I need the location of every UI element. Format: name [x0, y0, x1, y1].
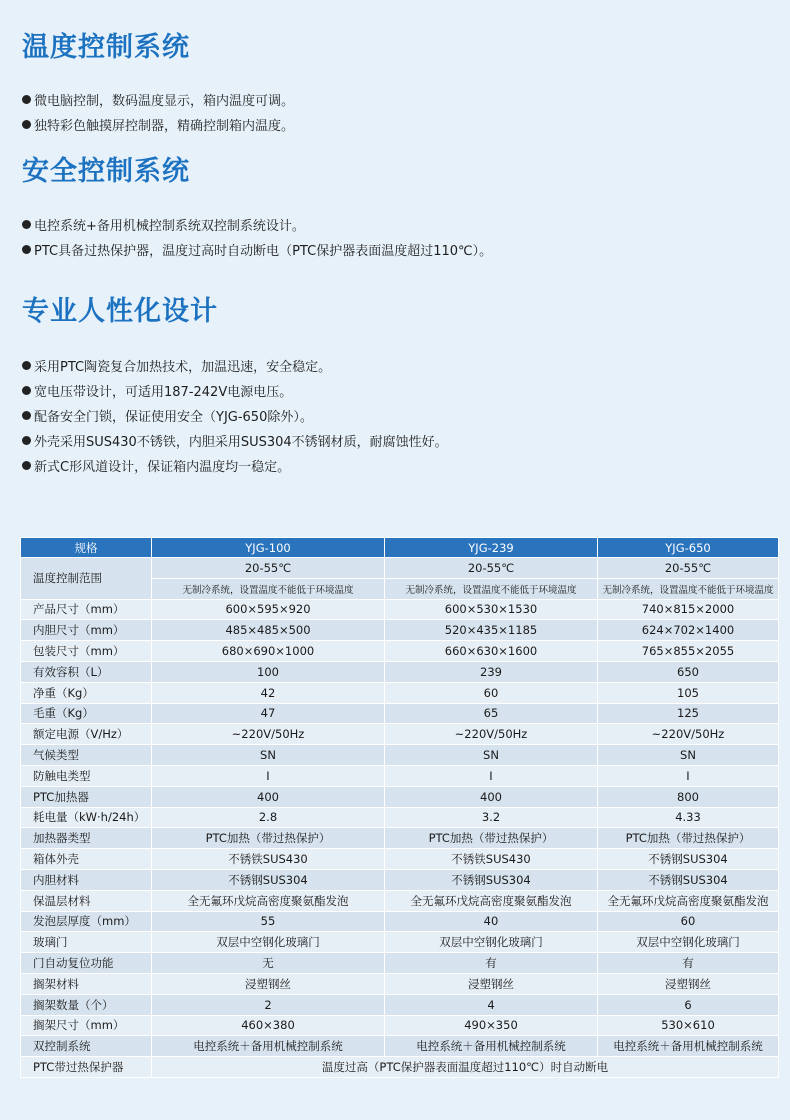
header-model-yjg-650: YJG-650: [598, 538, 779, 558]
cell-value: 105: [598, 682, 779, 703]
row-label: 防触电类型: [21, 765, 152, 786]
bullet-item: PTC具备过热保护器，温度过高时自动断电（PTC保护器表面温度超过110℃）。: [22, 237, 492, 262]
cell-value: 600×530×1530: [385, 599, 598, 620]
cell-value: 有: [598, 953, 779, 974]
row-label: 保温层材料: [21, 890, 152, 911]
bullet-dot-icon: [22, 361, 31, 370]
cell-value: 双层中空钢化玻璃门: [385, 932, 598, 953]
section-title: 温度控制系统: [22, 32, 190, 63]
cell-value: 20-55℃: [152, 558, 385, 579]
table-row: [21, 661, 779, 682]
table-row: [21, 932, 779, 953]
table-row-temp-range: [21, 558, 779, 579]
cell-value: ~220V/50Hz: [152, 724, 385, 745]
table-row: [21, 994, 779, 1015]
cell-value: 2.8: [152, 807, 385, 828]
bullet-item: 独特彩色触摸屏控制器，精确控制箱内温度。: [22, 112, 294, 137]
table-row: [21, 620, 779, 641]
cell-value: 400: [152, 786, 385, 807]
section-temperature-control: [22, 34, 294, 137]
cell-value: 239: [385, 661, 598, 682]
table-row: [21, 807, 779, 828]
table-row: [21, 1015, 779, 1036]
cell-value: 680×690×1000: [152, 641, 385, 662]
row-label: PTC加热器: [21, 786, 152, 807]
cell-value: 42: [152, 682, 385, 703]
cell-value: 485×485×500: [152, 620, 385, 641]
table-row: [21, 745, 779, 766]
bullet-dot-icon: [22, 411, 31, 420]
cell-value: 55: [152, 911, 385, 932]
bullet-dot-icon: [22, 386, 31, 395]
cell-value: 20-55℃: [598, 558, 779, 579]
bullet-list: [22, 353, 448, 478]
cell-value: 600×595×920: [152, 599, 385, 620]
row-label: PTC带过热保护器: [21, 1057, 152, 1078]
cell-value: 全无氟环戊烷高密度聚氨酯发泡: [598, 890, 779, 911]
bullet-item: 电控系统+备用机械控制系统双控制系统设计。: [22, 212, 492, 237]
cell-value: 浸塑钢丝: [598, 973, 779, 994]
bullet-item: 外壳采用SUS430不锈铁，内胆采用SUS304不锈钢材质，耐腐蚀性好。: [22, 428, 448, 453]
cell-value: SN: [385, 745, 598, 766]
cell-value: I: [598, 765, 779, 786]
bullet-list: [22, 212, 492, 262]
row-label: 额定电源（V/Hz）: [21, 724, 152, 745]
bullet-dot-icon: [22, 245, 31, 254]
cell-note: 无制冷系统，设置温度不能低于环境温度: [152, 578, 385, 599]
table-row: [21, 828, 779, 849]
row-label: 净重（Kg）: [21, 682, 152, 703]
row-label: 内胆尺寸（mm）: [21, 620, 152, 641]
bullet-dot-icon: [22, 220, 31, 229]
header-model-yjg-100: YJG-100: [152, 538, 385, 558]
cell-value: SN: [152, 745, 385, 766]
cell-value: 双层中空钢化玻璃门: [598, 932, 779, 953]
row-label: 玻璃门: [21, 932, 152, 953]
cell-value: 60: [598, 911, 779, 932]
cell-value: 不锈铁SUS430: [152, 849, 385, 870]
table-row: [21, 1036, 779, 1057]
row-label: 发泡层厚度（mm）: [21, 911, 152, 932]
cell-value-merged: 温度过高（PTC保护器表面温度超过110℃）时自动断电: [152, 1057, 779, 1078]
bullet-dot-icon: [22, 95, 31, 104]
table-row-ptc-protector: [21, 1057, 779, 1078]
bullet-dot-icon: [22, 461, 31, 470]
cell-note: 无制冷系统，设置温度不能低于环境温度: [598, 578, 779, 599]
cell-value: 不锈钢SUS304: [598, 849, 779, 870]
header-model-yjg-239: YJG-239: [385, 538, 598, 558]
cell-value: 不锈铁SUS430: [385, 849, 598, 870]
cell-value: 2: [152, 994, 385, 1015]
table-row: [21, 890, 779, 911]
bullet-list: [22, 87, 294, 137]
row-label: 加热器类型: [21, 828, 152, 849]
cell-value: 全无氟环戊烷高密度聚氨酯发泡: [152, 890, 385, 911]
row-label: 双控制系统: [21, 1036, 152, 1057]
section-safety-control: [22, 158, 492, 262]
cell-value: I: [385, 765, 598, 786]
row-label: 门自动复位功能: [21, 953, 152, 974]
cell-value: 490×350: [385, 1015, 598, 1036]
row-label: 产品尺寸（mm）: [21, 599, 152, 620]
bullet-item: 微电脑控制，数码温度显示，箱内温度可调。: [22, 87, 294, 112]
cell-value: 40: [385, 911, 598, 932]
table-row: [21, 765, 779, 786]
table-row: [21, 953, 779, 974]
cell-value: PTC加热（带过热保护）: [598, 828, 779, 849]
cell-value: ~220V/50Hz: [385, 724, 598, 745]
cell-value: 660×630×1600: [385, 641, 598, 662]
row-label: 箱体外壳: [21, 849, 152, 870]
cell-value: 460×380: [152, 1015, 385, 1036]
section-title: 安全控制系统: [22, 156, 190, 187]
cell-value: 不锈钢SUS304: [152, 869, 385, 890]
cell-value: 520×435×1185: [385, 620, 598, 641]
cell-value: 不锈钢SUS304: [385, 869, 598, 890]
cell-value: 无: [152, 953, 385, 974]
cell-value: 电控系统＋备用机械控制系统: [385, 1036, 598, 1057]
cell-value: 125: [598, 703, 779, 724]
cell-value: 624×702×1400: [598, 620, 779, 641]
cell-value: 100: [152, 661, 385, 682]
cell-value: 电控系统＋备用机械控制系统: [598, 1036, 779, 1057]
cell-value: 浸塑钢丝: [152, 973, 385, 994]
section-humanized-design: [22, 298, 448, 478]
cell-value: 双层中空钢化玻璃门: [152, 932, 385, 953]
cell-value: 4.33: [598, 807, 779, 828]
cell-value: 800: [598, 786, 779, 807]
cell-value: 65: [385, 703, 598, 724]
cell-value: 浸塑钢丝: [385, 973, 598, 994]
row-label: 搁架数量（个）: [21, 994, 152, 1015]
cell-value: PTC加热（带过热保护）: [385, 828, 598, 849]
cell-value: SN: [598, 745, 779, 766]
cell-value: 765×855×2055: [598, 641, 779, 662]
table-row: [21, 724, 779, 745]
cell-value: PTC加热（带过热保护）: [152, 828, 385, 849]
cell-value: 20-55℃: [385, 558, 598, 579]
cell-value: 不锈钢SUS304: [598, 869, 779, 890]
cell-value: 740×815×2000: [598, 599, 779, 620]
cell-value: 全无氟环戊烷高密度聚氨酯发泡: [385, 890, 598, 911]
spec-table: [20, 537, 779, 1078]
table-row: [21, 911, 779, 932]
table-row: [21, 786, 779, 807]
table-row: [21, 869, 779, 890]
cell-value: 650: [598, 661, 779, 682]
row-label: 内胆材料: [21, 869, 152, 890]
cell-value: 3.2: [385, 807, 598, 828]
row-label: 气候类型: [21, 745, 152, 766]
cell-value: 47: [152, 703, 385, 724]
cell-value: 4: [385, 994, 598, 1015]
table-row: [21, 599, 779, 620]
bullet-item: 宽电压带设计，可适用187-242V电源电压。: [22, 378, 448, 403]
row-label: 耗电量（kW·h/24h）: [21, 807, 152, 828]
table-row: [21, 641, 779, 662]
cell-value: 60: [385, 682, 598, 703]
cell-value: ~220V/50Hz: [598, 724, 779, 745]
cell-value: 有: [385, 953, 598, 974]
row-label: 有效容积（L）: [21, 661, 152, 682]
table-row: [21, 682, 779, 703]
cell-note: 无制冷系统，设置温度不能低于环境温度: [385, 578, 598, 599]
row-label: 包装尺寸（mm）: [21, 641, 152, 662]
cell-value: 6: [598, 994, 779, 1015]
cell-value: I: [152, 765, 385, 786]
table-row: [21, 973, 779, 994]
table-header-row: [21, 538, 779, 558]
bullet-dot-icon: [22, 436, 31, 445]
table-row: [21, 849, 779, 870]
header-spec: 规格: [21, 538, 152, 558]
bullet-dot-icon: [22, 120, 31, 129]
row-label: 毛重（Kg）: [21, 703, 152, 724]
section-title: 专业人性化设计: [22, 296, 218, 327]
cell-value: 400: [385, 786, 598, 807]
cell-value: 电控系统＋备用机械控制系统: [152, 1036, 385, 1057]
cell-value: 530×610: [598, 1015, 779, 1036]
row-label: 温度控制范围: [21, 558, 152, 600]
row-label: 搁架尺寸（mm）: [21, 1015, 152, 1036]
row-label: 搁架材料: [21, 973, 152, 994]
bullet-item: 配备安全门锁，保证使用安全（YJG-650除外）。: [22, 403, 448, 428]
bullet-item: 采用PTC陶瓷复合加热技术，加温迅速，安全稳定。: [22, 353, 448, 378]
bullet-item: 新式C形风道设计，保证箱内温度均一稳定。: [22, 453, 448, 478]
table-row: [21, 703, 779, 724]
